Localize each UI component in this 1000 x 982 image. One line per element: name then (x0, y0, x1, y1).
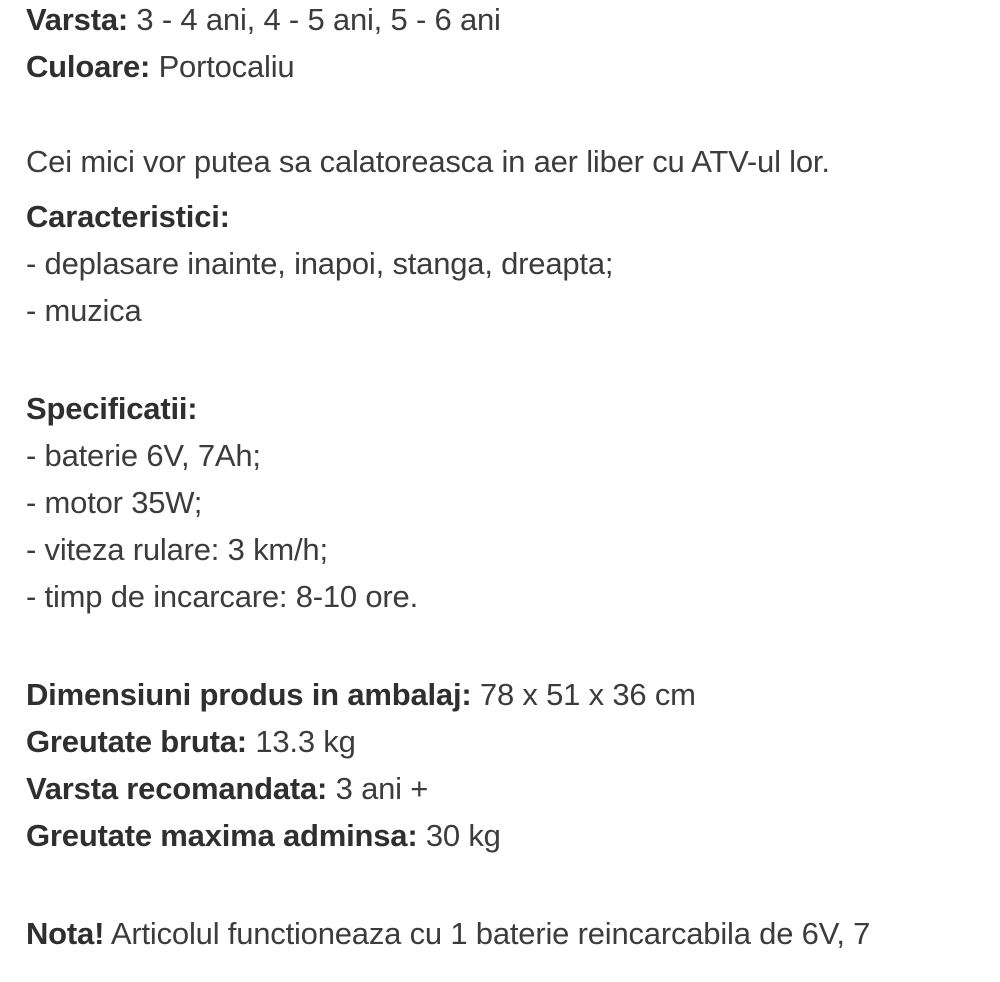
detail-value: 3 ani + (335, 771, 429, 806)
age-label: Varsta: (26, 2, 128, 37)
feature-item: - muzica (26, 293, 142, 328)
note-value: Articolul functioneaza cu 1 baterie reincarcabila de 6V, 7 (110, 916, 871, 951)
detail-label: Dimensiuni produs in ambalaj: (26, 677, 472, 712)
spacer (26, 334, 986, 381)
detail-row (26, 671, 986, 718)
color-value: Portocaliu (158, 49, 295, 84)
spacer (26, 90, 986, 137)
features-title (26, 193, 986, 240)
color-row (26, 43, 986, 90)
spec-item: - viteza rulare: 3 km/h; (26, 532, 328, 567)
note-row (26, 910, 986, 957)
spacer (26, 859, 986, 906)
detail-row (26, 812, 986, 859)
spec-item: - motor 35W; (26, 485, 203, 520)
spacer (26, 620, 986, 667)
detail-row (26, 765, 986, 812)
age-value: 3 - 4 ani, 4 - 5 ani, 5 - 6 ani (136, 2, 501, 37)
age-row (26, 0, 986, 43)
detail-label: Varsta recomandata: (26, 771, 328, 806)
feature-item: - deplasare inainte, inapoi, stanga, dreapta; (26, 246, 614, 281)
note-label: Nota! (26, 916, 105, 951)
intro-text: Cei mici vor putea sa calatoreasca in aer liber cu ATV-ul lor. (26, 144, 830, 179)
detail-label: Greutate bruta: (26, 724, 247, 759)
detail-label: Greutate maxima adminsa: (26, 818, 418, 853)
spec-item: - baterie 6V, 7Ah; (26, 438, 261, 473)
detail-value: 13.3 kg (255, 724, 356, 759)
spec-item: - timp de incarcare: 8-10 ore. (26, 579, 419, 614)
features-heading: Caracteristici: (26, 199, 230, 234)
detail-value: 78 x 51 x 36 cm (479, 677, 696, 712)
detail-value: 30 kg (425, 818, 501, 853)
specs-title (26, 385, 986, 432)
product-description (26, 0, 986, 957)
color-label: Culoare: (26, 49, 151, 84)
detail-row (26, 718, 986, 765)
specs-heading: Specificatii: (26, 391, 198, 426)
